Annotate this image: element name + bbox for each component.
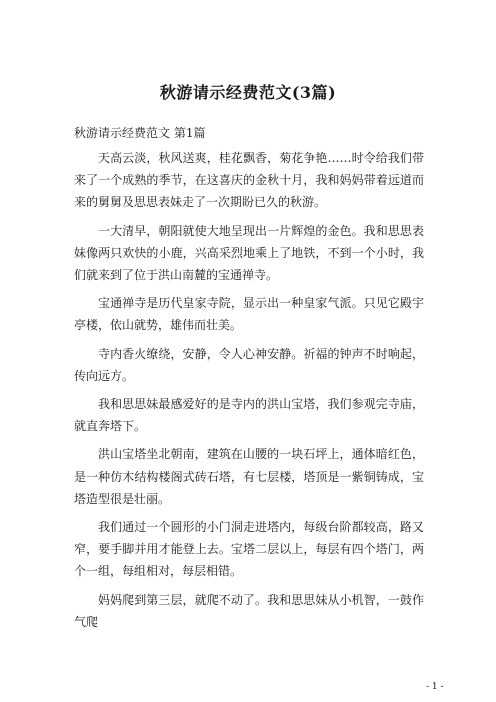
paragraph: 我们通过一个圆形的小门洞走进塔内，每级台阶都较高，路又窄，要手脚并用才能登上去。宝塔二层以上，每层有四个塔门，两个一组，每组相对，每层相错。: [74, 520, 424, 579]
document-body: [74, 147, 424, 639]
paragraph: 宝通禅寺是历代皇家寺院，显示出一种皇家气派。只见它殿宇亭楼，依山就势，雄伟而壮美。: [74, 296, 424, 333]
paragraph: 寺内香火缭绕，安静，令人心神安静。祈福的钟声不时响起，传向远方。: [74, 346, 424, 383]
paragraph: 天高云淡，秋风送爽，桂花飘香，菊花争艳……时令给我们带来了一个成熟的季节，在这喜庆的金秋十月，我和妈妈带着远道而来的舅舅及思思表妹走了一次期盼已久的秋游。: [74, 151, 424, 210]
paragraph: 我和思思妹最感爱好的是寺内的洪山宝塔，我们参观完寺庙，就直奔塔下。: [74, 397, 424, 434]
document-title: 秋游请示经费范文(3篇): [159, 83, 337, 102]
paragraph: 洪山宝塔坐北朝南，建筑在山腰的一块石坪上，通体暗红色，是一种仿木结构楼阁式砖石塔，有七层楼，塔顶是一紫铜铸成，宝塔造型很是壮丽。: [74, 447, 424, 506]
document-subtitle: 秋游请示经费范文 第1篇: [74, 126, 206, 140]
paragraph: 妈妈爬到第三层，就爬不动了。我和思思妹从小机智，一鼓作气爬: [74, 592, 424, 629]
paragraph: 一大清早，朝阳就使大地呈现出一片辉煌的金色。我和思思表妹像两只欢快的小鹿，兴高采烈地乘上了地铁，不到一个小时，我们就来到了位于洪山南麓的宝通禅寺。: [74, 223, 424, 283]
page-number: - 1 -: [426, 682, 444, 692]
